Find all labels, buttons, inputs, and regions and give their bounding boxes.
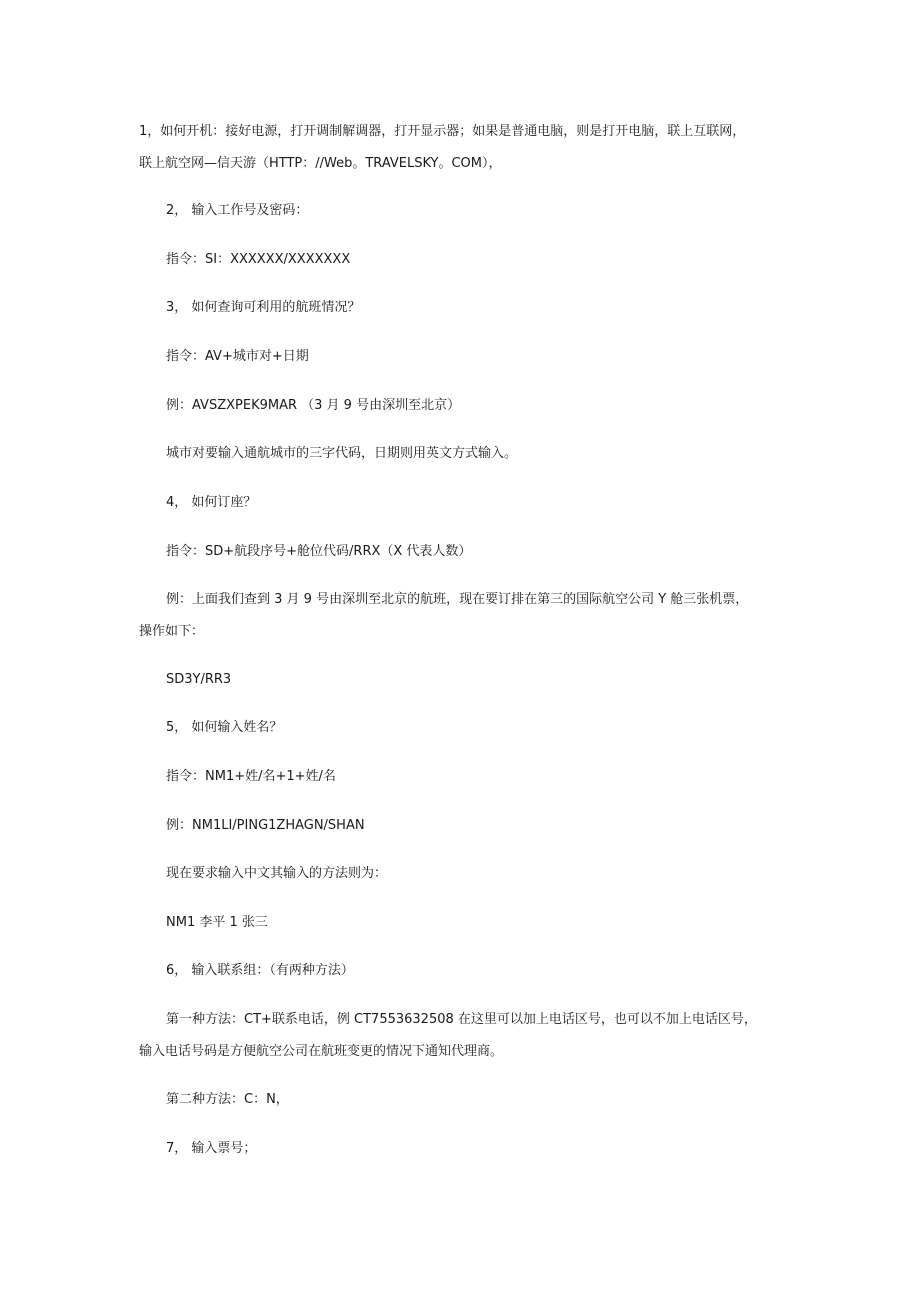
- step-6-method-1-line-2: 输入电话号码是方便航空公司在航班变更的情况下通知代理商。: [139, 1044, 504, 1059]
- step-5-note: 现在要求输入中文其输入的方法则为：: [166, 866, 388, 881]
- step-2-command: 指令：SI：XXXXXX/XXXXXXX: [166, 252, 351, 267]
- step-6-method-1-line-1: 第一种方法：CT+联系电话，例 CT7553632508 在这里可以加上电话区号，也可以不加上电话区号，: [166, 1012, 757, 1027]
- step-4-example-command: SD3Y/RR3: [166, 672, 232, 687]
- step-5-example: 例：NM1LI/PING1ZHAGN/SHAN: [166, 818, 365, 833]
- step-4-example-line-1: 例：上面我们查到 3 月 9 号由深圳至北京的航班，现在要订排在第三的国际航空公司 Y 舱三张机票，: [166, 592, 749, 607]
- step-5-command: 指令：NM1+姓/名+1+姓/名: [166, 769, 336, 784]
- step-3-command: 指令：AV+城市对+日期: [166, 349, 309, 364]
- step-4-command: 指令：SD+航段序号+舱位代码/RRX（X 代表人数）: [166, 544, 472, 559]
- step-3-heading: 3， 如何查询可利用的航班情况？: [166, 300, 361, 315]
- paragraph-1-line-2: 联上航空网—信天游（HTTP：//Web。TRAVELSKY。COM），: [139, 156, 502, 171]
- paragraph-1-line-1: 1，如何开机：接好电源，打开调制解调器，打开显示器；如果是普通电脑，则是打开电脑，联上互联网，: [139, 124, 746, 139]
- step-4-heading: 4， 如何订座？: [166, 495, 257, 510]
- step-5-heading: 5， 如何输入姓名？: [166, 720, 283, 735]
- step-3-example: 例：AVSZXPEK9MAR （3 月 9 号由深圳至北京）: [166, 398, 461, 413]
- step-6-method-2: 第二种方法：C：N，: [166, 1092, 289, 1107]
- step-5-chinese-example: NM1 李平 1 张三: [166, 915, 268, 930]
- step-6-heading: 6， 输入联系组：（有两种方法）: [166, 963, 354, 978]
- step-3-note: 城市对要输入通航城市的三字代码，日期则用英文方式输入。: [166, 446, 518, 461]
- step-4-example-line-2: 操作如下：: [139, 624, 205, 639]
- step-2-heading: 2， 输入工作号及密码：: [166, 203, 309, 218]
- step-7-heading: 7， 输入票号；: [166, 1141, 257, 1156]
